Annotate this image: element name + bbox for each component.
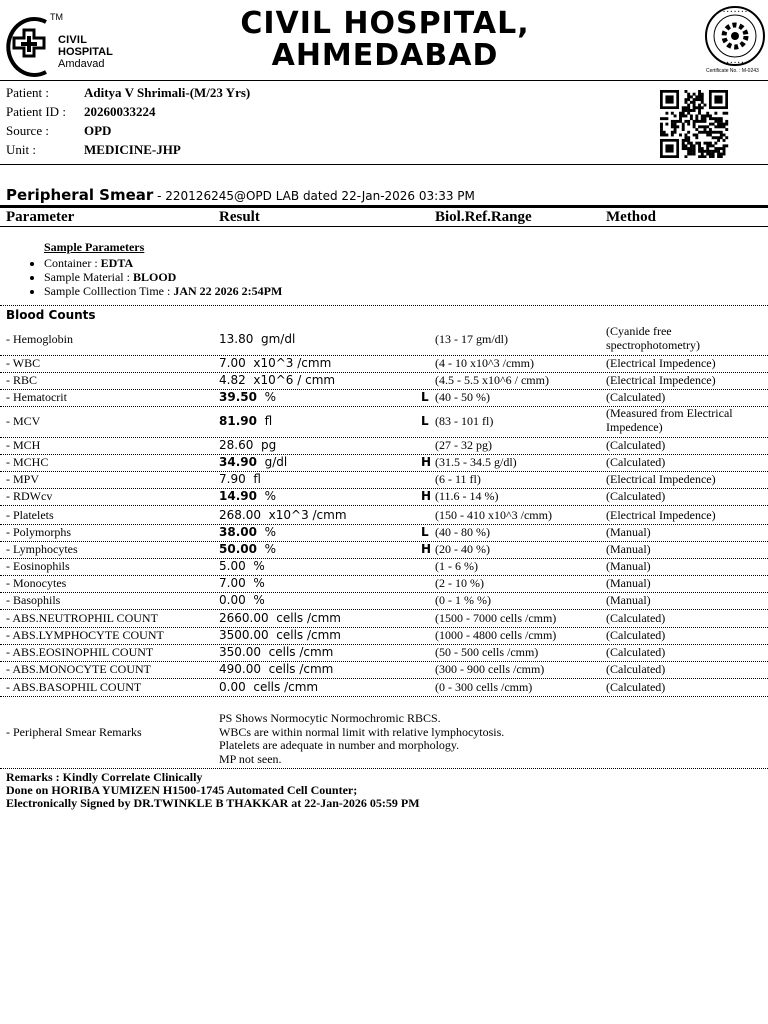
- row-flag: H: [421, 489, 432, 503]
- row-method: (Calculated): [606, 390, 666, 404]
- row-method: (Calculated): [606, 489, 666, 503]
- row-result: [219, 356, 331, 370]
- result-unit: x10^3 /cmm: [268, 508, 347, 522]
- row-result: [219, 559, 265, 573]
- smear-remark-line: PS Shows Normocytic Normochromic RBCS.: [219, 711, 441, 725]
- result-value: 13.80: [219, 332, 254, 346]
- sample-collection-time-label: Sample Colllection Time :: [44, 284, 174, 298]
- row-method: (Calculated): [606, 455, 666, 469]
- row-reference-range: (50 - 500 cells /cmm): [435, 645, 539, 659]
- row-parameter: - Lymphocytes: [6, 542, 78, 556]
- row-parameter: - Polymorphs: [6, 525, 72, 539]
- row-reference-range: (31.5 - 34.5 g/dl): [435, 455, 517, 469]
- smear-remark-line: WBCs are within normal limit with relative lymphocytosis.: [219, 724, 505, 739]
- result-value: 50.00: [219, 542, 257, 556]
- result-unit: x10^6 / cmm: [253, 373, 336, 387]
- smear-remarks-label: - Peripheral Smear Remarks: [6, 725, 142, 739]
- hospital-cross-logo-icon: [6, 14, 58, 78]
- row-method: (Manual): [606, 525, 651, 539]
- row-reference-range: (27 - 32 pg): [435, 438, 492, 452]
- row-method: (Measured from Electrical Impedence): [606, 406, 733, 434]
- row-method: (Calculated): [606, 680, 666, 694]
- result-value: 490.00: [219, 662, 261, 676]
- smear-remark-line: Platelets are adequate in number and morphology.: [219, 738, 460, 752]
- row-result: [219, 472, 261, 486]
- hospital-title-line2: AHMEDABAD: [271, 38, 499, 73]
- svg-text:• • • • • • •: • • • • • • •: [722, 60, 748, 65]
- row-reference-range: (11.6 - 14 %): [435, 489, 499, 503]
- logo-trademark: TM: [50, 12, 63, 22]
- table-row: [0, 506, 768, 525]
- table-row: [0, 644, 768, 662]
- row-reference-range: (2 - 10 %): [435, 576, 484, 590]
- result-value: 0.00: [219, 680, 246, 694]
- row-result: [219, 662, 333, 676]
- result-value: 39.50: [219, 390, 257, 404]
- sample-parameters-heading: Sample Parameters: [44, 240, 145, 254]
- column-header-result: Result: [219, 209, 260, 225]
- row-result: [219, 508, 347, 522]
- row-result: [219, 414, 272, 428]
- row-method: (Electrical Impedence): [606, 356, 716, 370]
- row-reference-range: (40 - 50 %): [435, 390, 490, 404]
- result-unit: cells /cmm: [276, 611, 341, 625]
- smear-remark-line: MP not seen.: [219, 751, 282, 766]
- row-parameter: - ABS.LYMPHOCYTE COUNT: [6, 628, 164, 642]
- column-header-range: Biol.Ref.Range: [435, 209, 532, 225]
- result-value: 2660.00: [219, 611, 269, 625]
- sample-container-value: EDTA: [100, 256, 134, 270]
- seal-certificate-number: Certificate No. : M-0243: [706, 68, 759, 74]
- row-flag: L: [421, 390, 429, 404]
- report-title: [6, 186, 475, 205]
- row-result: [219, 593, 265, 607]
- result-value: 34.90: [219, 455, 257, 469]
- row-reference-range: (300 - 900 cells /cmm): [435, 662, 545, 676]
- table-row: [0, 454, 768, 472]
- hospital-title: [180, 8, 590, 72]
- table-row: [0, 609, 768, 628]
- table-row: [0, 355, 768, 373]
- row-parameter: - ABS.MONOCYTE COUNT: [6, 662, 152, 676]
- table-row: [0, 524, 768, 542]
- row-parameter: - Monocytes: [6, 576, 67, 590]
- result-value: 4.82: [219, 373, 246, 387]
- row-flag: L: [421, 525, 429, 539]
- sample-collection-time-value: JAN 22 2026 2:54PM: [173, 284, 283, 298]
- row-parameter: - ABS.EOSINOPHIL COUNT: [6, 645, 154, 659]
- sample-container-label: Container :: [44, 256, 101, 270]
- row-result: [219, 390, 276, 404]
- table-row: [0, 627, 768, 645]
- table-row: [0, 541, 768, 559]
- table-row: [0, 372, 768, 390]
- result-unit: %: [253, 559, 265, 573]
- blood-counts-heading: Blood Counts: [6, 308, 96, 322]
- row-method: (Manual): [606, 559, 651, 573]
- table-row: [0, 389, 768, 407]
- row-result: [219, 542, 276, 556]
- sample-material: [44, 270, 282, 284]
- result-unit: cells /cmm: [268, 645, 334, 659]
- result-value: 7.00: [219, 576, 246, 590]
- result-value: 81.90: [219, 414, 257, 428]
- sample-collection-time: [44, 284, 282, 298]
- electronic-signature: Electronically Signed by DR.TWINKLE B THAKKAR at 22-Jan-2026 05:59 PM: [6, 796, 420, 810]
- report-title-details: - 220126245@OPD LAB dated 22-Jan-2026 03:33 PM: [153, 189, 475, 203]
- row-reference-range: (1000 - 4800 cells /cmm): [435, 628, 557, 642]
- sample-parameters-list: [22, 256, 282, 298]
- row-result: [219, 628, 341, 642]
- patient-name-value: Aditya V Shrimali-(M/23 Yrs): [84, 85, 251, 100]
- table-row: [0, 437, 768, 455]
- table-row: [0, 406, 768, 438]
- result-unit: %: [253, 576, 265, 590]
- column-header-method: Method: [606, 209, 656, 225]
- result-unit: %: [264, 525, 277, 539]
- table-row: [0, 488, 768, 506]
- svg-text:• • • • • • •: • • • • • • •: [722, 9, 748, 14]
- logo-text-hospital: HOSPITAL: [58, 46, 113, 58]
- unit-value: MEDICINE-JHP: [84, 142, 181, 157]
- result-unit: %: [264, 390, 277, 404]
- row-result: [219, 576, 265, 590]
- row-method: (Calculated): [606, 628, 666, 642]
- report-header: [0, 0, 768, 82]
- table-row: [0, 471, 768, 489]
- row-reference-range: (40 - 80 %): [435, 525, 490, 539]
- row-parameter: - RDWcv: [6, 489, 53, 503]
- row-result: [219, 525, 276, 539]
- row-parameter: - MCV: [6, 414, 41, 428]
- smear-remarks-text: [219, 712, 504, 766]
- row-reference-range: (4 - 10 x10^3 /cmm): [435, 356, 534, 370]
- result-value: 14.90: [219, 489, 257, 503]
- row-method: (Calculated): [606, 438, 666, 452]
- row-parameter: - MCH: [6, 438, 41, 452]
- row-parameter: - Basophils: [6, 593, 61, 607]
- result-value: 350.00: [219, 645, 261, 659]
- sample-parameters: [22, 240, 282, 298]
- result-unit: g/dl: [264, 455, 288, 469]
- row-method: (Manual): [606, 542, 651, 556]
- result-value: 7.90: [219, 472, 246, 486]
- result-unit: x10^3 /cmm: [253, 356, 332, 370]
- row-reference-range: (13 - 17 gm/dl): [435, 332, 508, 346]
- sample-material-label: Sample Material :: [44, 270, 133, 284]
- row-method: (Electrical Impedence): [606, 472, 716, 486]
- row-method: (Calculated): [606, 645, 666, 659]
- result-value: 0.00: [219, 593, 246, 607]
- result-unit: cells /cmm: [268, 662, 334, 676]
- instrument-note: Done on HORIBA YUMIZEN H1500-1745 Automated Cell Counter;: [6, 783, 358, 797]
- row-reference-range: (20 - 40 %): [435, 542, 490, 556]
- row-result: [219, 645, 333, 659]
- table-row: [0, 661, 768, 679]
- row-parameter: - MCHC: [6, 455, 49, 469]
- civil-hospital-logo: [6, 8, 126, 78]
- result-unit: fl: [264, 414, 273, 428]
- row-method: (Manual): [606, 576, 651, 590]
- row-result: [219, 373, 335, 387]
- report-title-main: Peripheral Smear: [6, 186, 154, 204]
- section-divider: [0, 305, 768, 306]
- patient-info: [0, 82, 768, 164]
- patient-id-value: 20260033224: [84, 104, 156, 119]
- row-method: (Electrical Impedence): [606, 508, 716, 522]
- patient-id-label: Patient ID :: [6, 104, 66, 119]
- title-divider: [0, 205, 768, 208]
- row-method: (Calculated): [606, 611, 666, 625]
- row-parameter: - Hematocrit: [6, 390, 67, 404]
- hospital-title-line1: CIVIL HOSPITAL,: [240, 6, 530, 41]
- row-reference-range: (0 - 300 cells /cmm): [435, 680, 533, 694]
- row-reference-range: (1 - 6 %): [435, 559, 478, 573]
- row-method: (Electrical Impedence): [606, 373, 716, 387]
- sample-container: [44, 256, 282, 270]
- logo-text-amdavad: Amdavad: [58, 58, 105, 70]
- row-reference-range: (83 - 101 fl): [435, 414, 494, 428]
- result-unit: fl: [253, 472, 261, 486]
- column-header-parameter: Parameter: [6, 209, 75, 225]
- header-divider: [0, 80, 768, 81]
- result-unit: %: [264, 542, 277, 556]
- row-reference-range: (6 - 11 fl): [435, 472, 481, 486]
- source-value: OPD: [84, 123, 112, 138]
- result-unit: cells /cmm: [253, 680, 319, 694]
- row-parameter: - Platelets: [6, 508, 54, 522]
- table-row: [0, 324, 768, 356]
- row-result: [219, 455, 287, 469]
- result-unit: %: [253, 593, 265, 607]
- result-value: 7.00: [219, 356, 246, 370]
- row-method: (Manual): [606, 593, 651, 607]
- table-row: [0, 575, 768, 593]
- row-result: [219, 611, 341, 625]
- result-value: 38.00: [219, 525, 257, 539]
- unit-label: Unit :: [6, 142, 36, 157]
- row-reference-range: (1500 - 7000 cells /cmm): [435, 611, 557, 625]
- row-parameter: - MPV: [6, 472, 40, 486]
- row-reference-range: (150 - 410 x10^3 /cmm): [435, 508, 552, 522]
- row-reference-range: (4.5 - 5.5 x10^6 / cmm): [435, 373, 549, 387]
- result-value: 3500.00: [219, 628, 269, 642]
- result-value: 5.00: [219, 559, 246, 573]
- row-parameter: - Eosinophils: [6, 559, 70, 573]
- row-method: (Calculated): [606, 662, 666, 676]
- row-result: [219, 438, 276, 452]
- row-reference-range: (0 - 1 % %): [435, 593, 491, 607]
- table-row: [0, 558, 768, 576]
- result-unit: %: [264, 489, 277, 503]
- row-flag: H: [421, 455, 432, 469]
- clinical-remarks: Remarks : Kindly Correlate Clinically: [6, 770, 203, 784]
- row-result: [219, 489, 276, 503]
- qr-code-icon: [660, 90, 730, 158]
- smear-remarks-row: [0, 710, 768, 769]
- patient-name-label: Patient :: [6, 85, 49, 100]
- row-result: [219, 680, 318, 694]
- result-value: 268.00: [219, 508, 261, 522]
- table-row: [0, 592, 768, 610]
- sample-material-value: BLOOD: [132, 270, 177, 284]
- result-value: 28.60: [219, 438, 254, 452]
- patient-divider: [0, 164, 768, 165]
- column-header-divider: [0, 226, 768, 227]
- row-result: [219, 332, 295, 346]
- result-unit: gm/dl: [261, 332, 296, 346]
- row-flag: H: [421, 542, 432, 556]
- row-parameter: - ABS.NEUTROPHIL COUNT: [6, 611, 158, 625]
- row-parameter: - RBC: [6, 373, 38, 387]
- table-row: [0, 678, 768, 697]
- source-label: Source :: [6, 123, 49, 138]
- row-flag: L: [421, 414, 429, 428]
- row-method: (Cyanide free spectrophotometry): [606, 324, 700, 352]
- nabl-seal-icon: [704, 4, 766, 68]
- result-unit: pg: [261, 438, 277, 452]
- report-footer: [6, 771, 420, 810]
- result-unit: cells /cmm: [276, 628, 341, 642]
- row-parameter: - WBC: [6, 356, 41, 370]
- logo-text-civil: CIVIL: [58, 34, 88, 46]
- row-parameter: - Hemoglobin: [6, 332, 73, 346]
- row-parameter: - ABS.BASOPHIL COUNT: [6, 680, 142, 694]
